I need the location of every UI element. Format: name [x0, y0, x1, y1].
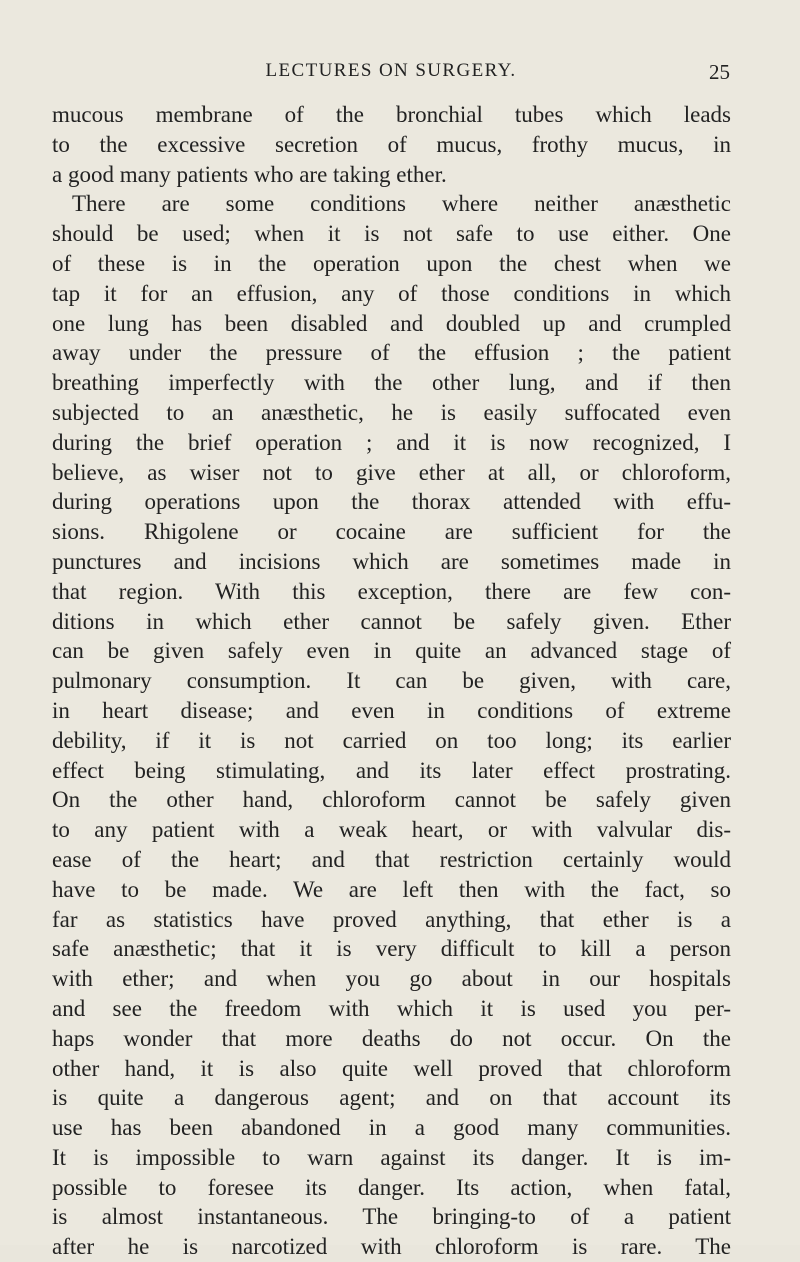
text-line: have to be made. We are left then with the fact, so: [52, 876, 731, 902]
text-line: away under the pressure of the effusion ; the patient: [52, 340, 731, 366]
text-line: and see the freedom with which it is used you per-: [52, 995, 731, 1021]
text-line: On the other hand, chloroform cannot be safely given: [52, 787, 731, 813]
text-line: that region. With this exception, there are few con-: [52, 578, 731, 604]
text-line: other hand, it is also quite well proved that chloroform: [52, 1055, 731, 1081]
text-line: in heart disease; and even in conditions of extreme: [52, 697, 731, 723]
text-line: should be used; when it is not safe to use either. One: [52, 221, 731, 247]
text-line: subjected to an anæsthetic, he is easily suffocated even: [52, 399, 731, 425]
text-line: to the excessive secretion of mucus, frothy mucus, in: [52, 131, 731, 157]
text-line: is quite a dangerous agent; and on that account its: [52, 1085, 731, 1111]
text-line: a good many patients who are taking ether.: [52, 161, 447, 187]
text-line: with ether; and when you go about in our hospitals: [52, 966, 731, 992]
text-line: can be given safely even in quite an advanced stage of: [52, 638, 731, 664]
text-line: mucous membrane of the bronchial tubes which leads: [52, 102, 731, 127]
page-header: [52, 60, 730, 88]
text-line: possible to foresee its danger. Its action, when fatal,: [52, 1174, 731, 1200]
text-line: one lung has been disabled and doubled up and crumpled: [52, 310, 731, 336]
text-line: ease of the heart; and that restriction certainly would: [52, 846, 731, 872]
text-line: breathing imperfectly with the other lung, and if then: [52, 370, 731, 396]
text-line: during operations upon the thorax attended with effu-: [52, 489, 731, 515]
running-title: LECTURES ON SURGERY.: [265, 60, 517, 81]
text-line: pulmonary consumption. It can be given, with care,: [52, 668, 731, 694]
text-line: believe, as wiser not to give ether at all, or chloroform,: [52, 459, 731, 485]
text-line: safe anæsthetic; that it is very difficult to kill a person: [52, 936, 731, 962]
text-line: of these is in the operation upon the chest when we: [52, 250, 731, 276]
text-line: It is impossible to warn against its danger. It is im-: [52, 1144, 731, 1170]
text-line: after he is narcotized with chloroform is rare. The: [52, 1234, 731, 1260]
text-line: debility, if it is not carried on too long; its earlier: [52, 727, 731, 753]
text-line: is almost instantaneous. The bringing-to of a patient: [52, 1204, 731, 1230]
text-line: effect being stimulating, and its later effect prostrating.: [52, 757, 731, 783]
text-line: during the brief operation ; and it is now recognized, I: [52, 429, 731, 455]
text-line: haps wonder that more deaths do not occur. On the: [52, 1025, 731, 1051]
body-text: [52, 100, 731, 1262]
text-line: use has been abandoned in a good many communities.: [52, 1115, 731, 1141]
text-line: ditions in which ether cannot be safely given. Ether: [52, 608, 731, 634]
text-line: There are some conditions where neither anæsthetic: [72, 191, 731, 217]
text-line: to any patient with a weak heart, or with valvular dis-: [52, 817, 731, 843]
text-line: sions. Rhigolene or cocaine are sufficient for the: [52, 519, 731, 545]
page-number: 25: [709, 60, 730, 84]
text-line: tap it for an effusion, any of those conditions in which: [52, 280, 731, 306]
text-line: punctures and incisions which are sometimes made in: [52, 548, 731, 574]
text-line: far as statistics have proved anything, that ether is a: [52, 906, 731, 932]
